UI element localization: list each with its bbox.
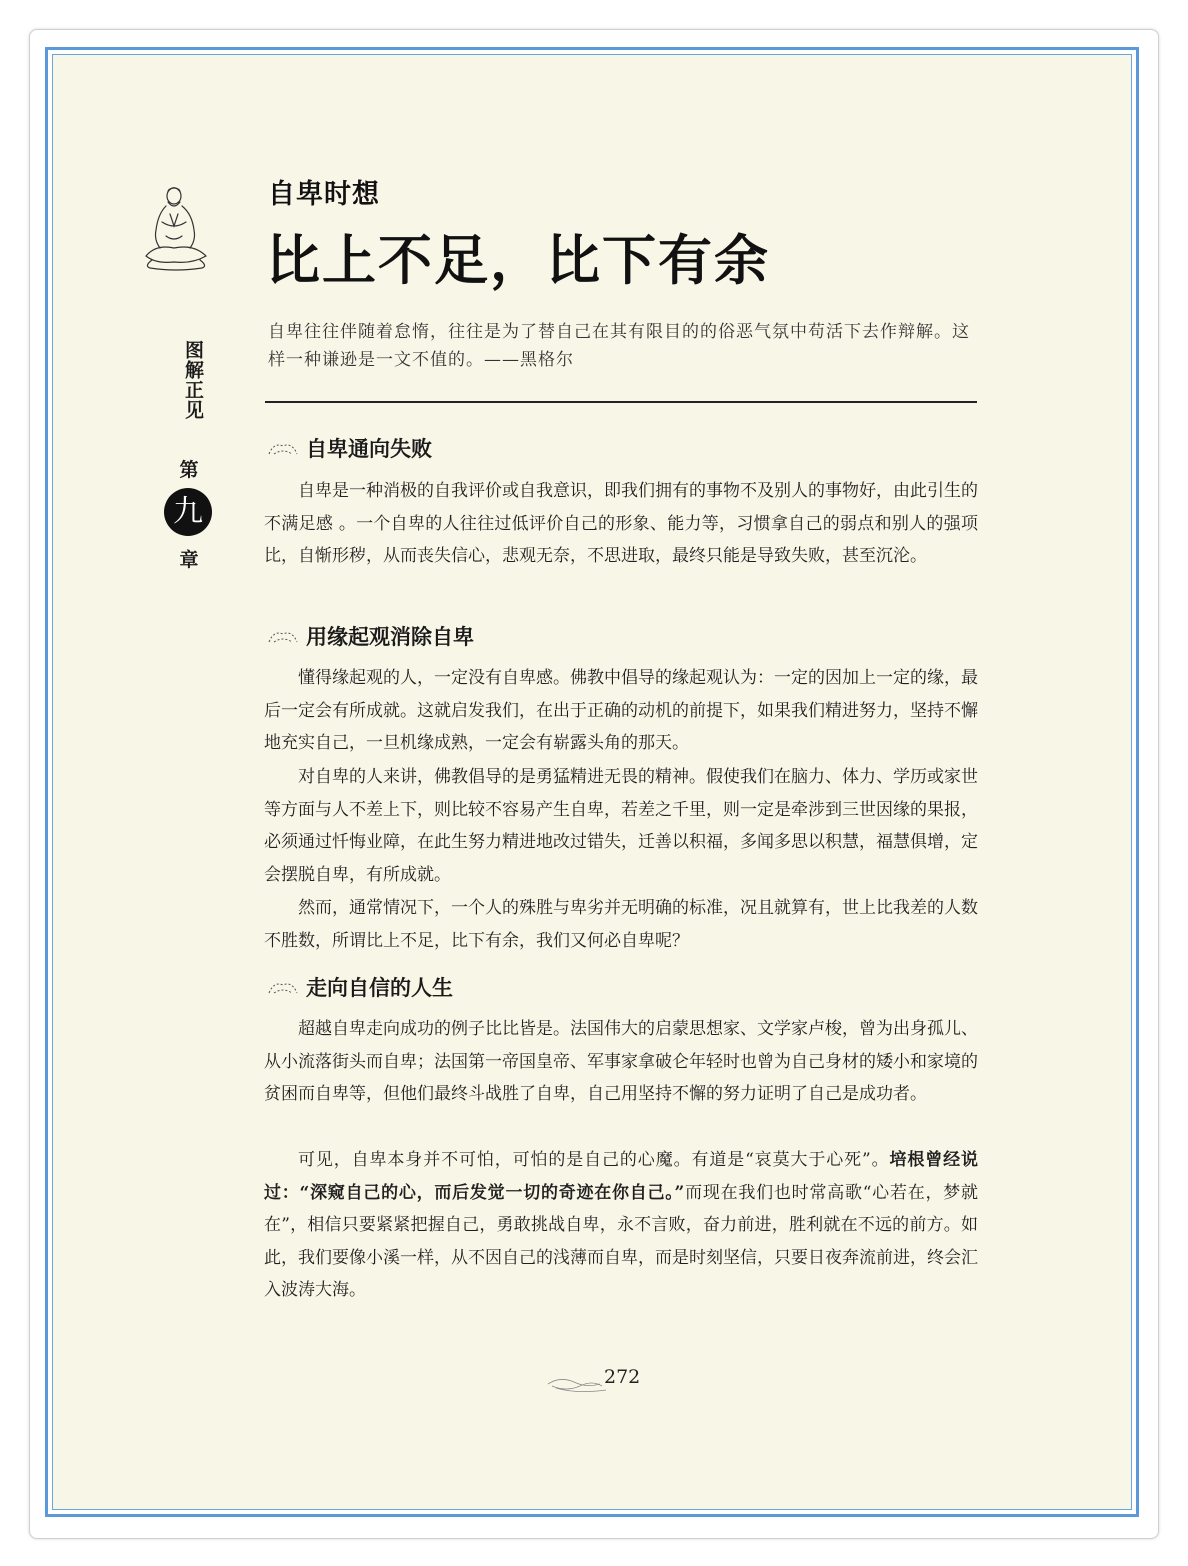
paragraph: 懂得缘起观的人，一定没有自卑感。佛教中倡导的缘起观认为：一定的因加上一定的缘，最后一定会有所成就。这就启发我们，在出于正确的动机的前提下，如果我们精进努力，坚持不懈地充实自己，一旦机缘成熟，一定会有崭露头角的那天。 (264, 668, 978, 753)
epigraph-quote: 自卑往往伴随着怠惰，往往是为了替自己在其有限目的的俗恶气氛中苟活下去作辩解。这样一种谦逊是一文不值的。——黑格尔 (268, 322, 970, 370)
paragraph (264, 1144, 978, 1307)
ornament-icon (266, 977, 300, 997)
section-heading-1 (266, 433, 432, 463)
bacon-quote: 培根曾经说过：“深窥自己的心，而后发觉一切的奇迹在你自己。” (264, 1150, 978, 1203)
paragraph-text: 而现在我们也时常高歌“心若在，梦就在”，相信只要紧紧把握自己，勇敢挑战自卑，永不言败，奋力前进，胜利就在不远的前方。如此，我们要像小溪一样，从不因自己的浅薄而自卑，而是时刻坚信，只要日夜奔流前进，终会汇入波涛大海。 (264, 1182, 978, 1300)
section-heading-3 (266, 972, 453, 1002)
section-heading-text: 自卑通向失败 (306, 436, 432, 461)
paragraph: 自卑是一种消极的自我评价或自我意识，即我们拥有的事物不及别人的事物好，由此引生的不满足感 。一个自卑的人往往过低评价自己的形象、能力等，习惯拿自己的弱点和别人的强项比，自惭形秽，从而丧失信心，悲观无奈，不思进取，最终只能是导致失败，甚至沉沦。 (264, 481, 978, 566)
monk-figure-icon (136, 178, 216, 274)
side-book-title: 图解正见 (182, 340, 204, 420)
page-subtitle: 自卑时想 (268, 179, 380, 210)
side-chapter-suffix: 章 (179, 549, 199, 571)
side-chapter-prefix: 第 (179, 459, 199, 481)
section-heading-2 (266, 621, 474, 651)
section-heading-text: 走向自信的人生 (306, 975, 453, 1000)
page-number: 272 (604, 1366, 641, 1388)
paragraph: 超越自卑走向成功的例子比比皆是。法国伟大的启蒙思想家、文学家卢梭，曾为出身孤儿、从小流落街头而自卑；法国第一帝国皇帝、军事家拿破仑年轻时也曾为自己身材的矮小和家境的贫困而自卑等，但他们最终斗战胜了自卑，自己用坚持不懈的努力证明了自己是成功者。 (264, 1019, 978, 1104)
page-title: 比上不足，比下有余 (266, 229, 770, 292)
chapter-number-badge: 九 (164, 488, 212, 536)
divider (265, 401, 977, 403)
paragraph: 然而，通常情况下，一个人的殊胜与卑劣并无明确的标准，况且就算有，世上比我差的人数不胜数，所谓比上不足，比下有余，我们又何必自卑呢？ (264, 898, 978, 951)
ornament-icon (266, 626, 300, 646)
section-heading-text: 用缘起观消除自卑 (306, 624, 474, 649)
paragraph: 对自卑的人来讲，佛教倡导的是勇猛精进无畏的精神。假使我们在脑力、体力、学历或家世等方面与人不差上下，则比较不容易产生自卑，若差之千里，则一定是牵涉到三世因缘的果报，必须通过忏悔业障，在此生努力精进地改过错失，迁善以积福，多闻多思以积慧，福慧俱增，定会摆脱自卑，有所成就。 (264, 767, 978, 885)
paragraph-text: 可见，自卑本身并不可怕，可怕的是自己的心魔。有道是“哀莫大于心死”。 (298, 1150, 890, 1170)
ornament-icon (266, 438, 300, 458)
